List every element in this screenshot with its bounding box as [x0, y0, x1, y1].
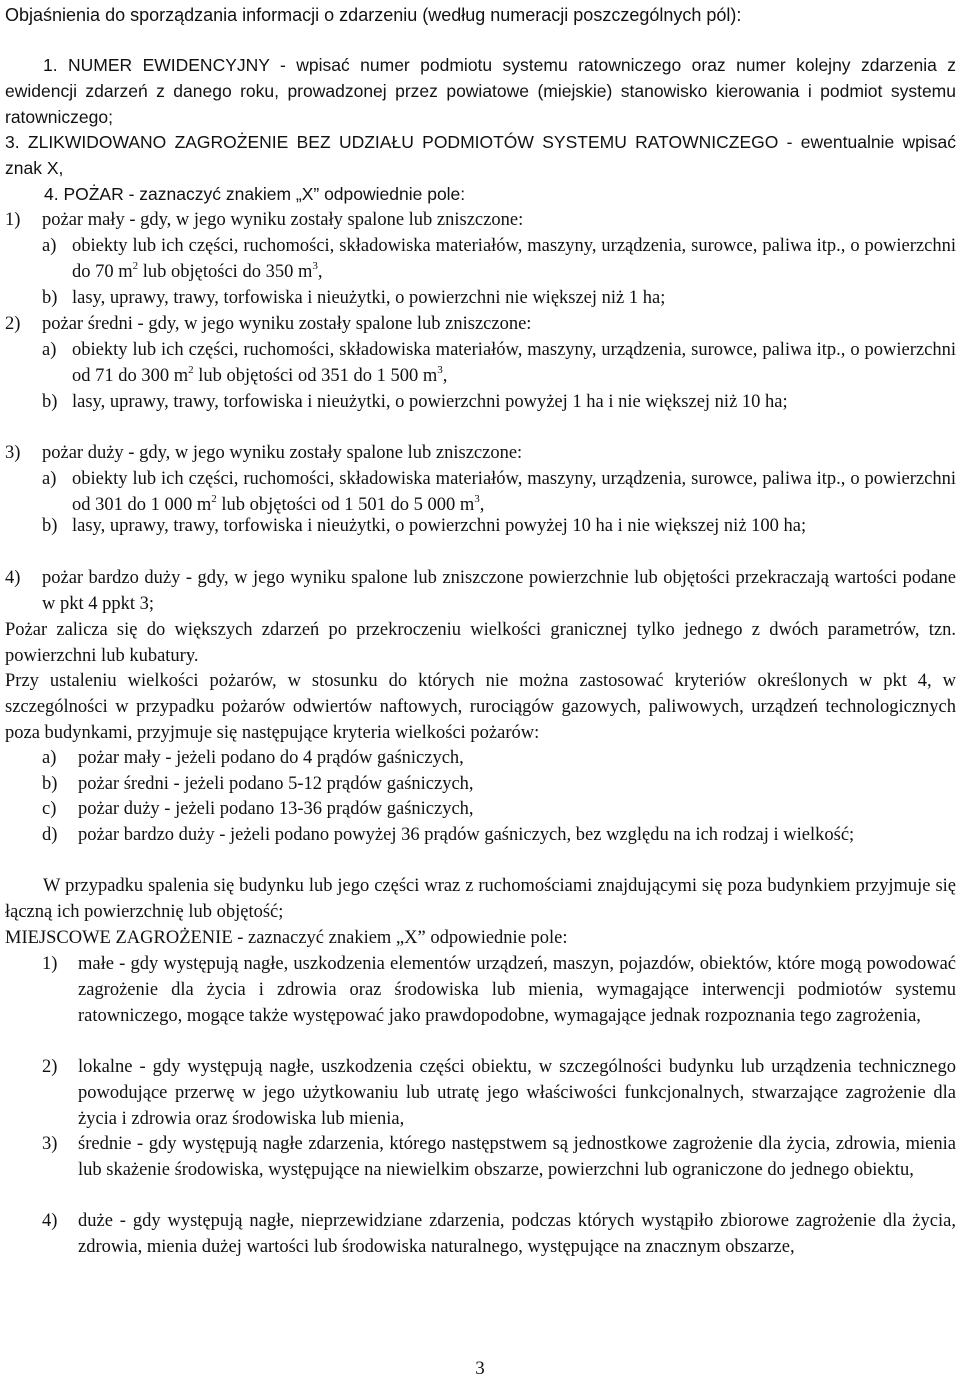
fire-item-number: 4) — [5, 568, 21, 588]
paragraph-numer-ewidencyjny: 1. NUMER EWIDENCYJNY - wpisać numer podmiotu systemu ratowniczego oraz numer kolejny zdarzenia z ewidencji zdarzeń z danego roku, prowadzonej przez powiatowe (miejskie) stanowisko kierowania i podmiot systemu ratowniczego; — [5, 55, 956, 127]
subitem-text: obiekty lub ich części, ruchomości, składowiska materiałów, maszyny, urządzenia, surowce, paliwa itp., o powierzchni do 70 $m^2$ lub objętości do 350 $m^3$, — [72, 236, 956, 282]
local-item-4 — [5, 1209, 956, 1261]
fire-item-3-a — [5, 467, 956, 519]
local-item-3 — [5, 1132, 956, 1184]
fire-item-4 — [5, 566, 956, 618]
subitem-label: a) — [42, 236, 57, 256]
subitem-text: lasy, uprawy, trawy, torfowiska i nieużytki, o powierzchni powyżej 10 ha i nie większej niż 100 ha; — [72, 516, 807, 536]
fire-item-number: 2) — [5, 314, 21, 334]
criteria-text: pożar bardzo duży - jeżeli podano powyżej 36 prądów gaśniczych, bez względu na ich rodzaj i wielkość; — [78, 825, 855, 845]
paragraph-miejscowe-zagrozenie: MIEJSCOWE ZAGROŻENIE - zaznaczyć znakiem „X” odpowiednie pole: — [5, 928, 568, 948]
fire-item-number: 1) — [5, 210, 21, 230]
page-heading: Objaśnienia do sporządzania informacji o zdarzeniu (według numeracji poszczególnych pól): — [5, 5, 742, 25]
criteria-item-c — [5, 797, 956, 823]
local-item-text: lokalne - gdy występują nagłe, uszkodzenia części obiektu, w szczególności budynku lub urządzenia technicznego powodujące przerwę w jego użytkowaniu lub utratę jego właściwości funkcjonalnych, stwarzające zagrożenie dla życia i zdrowia oraz środowiska lub mienia, — [78, 1057, 956, 1129]
criteria-text: pożar duży - jeżeli podano 13-36 prądów gaśniczych, — [78, 799, 474, 819]
fire-item-text: pożar bardzo duży - gdy, w jego wyniku spalone lub zniszczone powierzchnie lub objętości przekraczają wartości podane w pkt 4 ppkt 3; — [42, 568, 956, 614]
criteria-item-d — [5, 823, 956, 849]
fire-item-2-b — [5, 390, 956, 416]
local-item-text: małe - gdy występują nagłe, uszkodzenia elementów urządzeń, maszyn, pojazdów, obiektów, które mogą powodować zagrożenie dla życia i zdrowia oraz środowiska lub mienia, wymagające interwencji podmiotów systemu ratowniczego, mogące także występować jako prawdopodobne, wymagające jednak rozpoznania tego zagrożenia, — [78, 954, 956, 1026]
fire-item-text: pożar mały - gdy, w jego wyniku zostały spalone lub zniszczone: — [42, 210, 524, 230]
paragraph-pozar: 4. POŻAR - zaznaczyć znakiem „X” odpowiednie pole: — [44, 184, 466, 204]
criteria-label: d) — [42, 825, 58, 845]
fire-item-text: pożar średni - gdy, w jego wyniku zostały spalone lub zniszczone: — [42, 314, 532, 334]
local-item-number: 4) — [42, 1211, 58, 1231]
criteria-label: a) — [42, 748, 57, 768]
criteria-text: pożar mały - jeżeli podano do 4 prądów gaśniczych, — [78, 748, 464, 768]
fire-item-2-a — [5, 338, 956, 390]
criteria-text: pożar średni - jeżeli podano 5-12 prądów gaśniczych, — [78, 774, 474, 794]
local-item-text: duże - gdy występują nagłe, nieprzewidziane zdarzenia, podczas których wystąpiło zbiorowe zagrożenie dla życia, zdrowia, mienia dużej wartości lub środowiska naturalnego, występujące na znacznym obszarze, — [78, 1211, 956, 1257]
subitem-label: a) — [42, 340, 57, 360]
paragraph-zlikwidowano: 3. ZLIKWIDOWANO ZAGROŻENIE BEZ UDZIAŁU PODMIOTÓW SYSTEMU RATOWNICZEGO - ewentualnie wpisać znak X, — [5, 132, 956, 178]
fire-item-3-b — [5, 514, 956, 540]
criteria-label: c) — [42, 799, 57, 819]
subitem-label: a) — [42, 469, 57, 489]
fire-item-3 — [5, 441, 956, 467]
paragraph-pozar-zalicza: Pożar zalicza się do większych zdarzeń po przekroczeniu wielkości granicznej tylko jednego z dwóch parametrów, tzn. powierzchni lub kubatury. — [5, 620, 956, 666]
fire-item-2 — [5, 312, 956, 338]
subitem-text: obiekty lub ich części, ruchomości, składowiska materiałów, maszyny, urządzenia, surowce, paliwa itp., o powierzchni od 71 do 300 $m^2$ lub objętości od 351 do 1 500 $m^3$, — [72, 340, 956, 386]
paragraph-spalenie-budynku: W przypadku spalenia się budynku lub jego części wraz z ruchomościami znajdującymi się poza budynkiem przyjmuje się łączną ich powierzchnię lub objętość; — [5, 876, 956, 922]
criteria-item-a — [5, 746, 956, 772]
local-item-1 — [5, 952, 956, 1029]
subitem-text: lasy, uprawy, trawy, torfowiska i nieużytki, o powierzchni nie większej niż 1 ha; — [72, 288, 666, 308]
criteria-item-b — [5, 772, 956, 798]
local-item-2 — [5, 1055, 956, 1132]
local-item-number: 3) — [42, 1134, 58, 1154]
paragraph-przy-ustaleniu: Przy ustaleniu wielkości pożarów, w stosunku do których nie można zastosować kryteriów określonych w pkt 4, w szczególności w przypadku pożarów odwiertów naftowych, rurociągów gazowych, paliwowych, urządzeń technologicznych poza budynkami, przyjmuje się następujące kryteria wielkości pożarów: — [5, 671, 956, 743]
fire-item-1 — [5, 208, 956, 234]
local-item-number: 1) — [42, 954, 58, 974]
subitem-label: b) — [42, 392, 58, 412]
fire-item-number: 3) — [5, 443, 21, 463]
subitem-text: obiekty lub ich części, ruchomości, składowiska materiałów, maszyny, urządzenia, surowce, paliwa itp., o powierzchni od 301 do 1 000 $m^2$ lub objętości od 1 501 do 5 000 $m^3$, — [72, 469, 956, 515]
subitem-text: lasy, uprawy, trawy, torfowiska i nieużytki, o powierzchni powyżej 1 ha i nie większej niż 10 ha; — [72, 392, 788, 412]
subitem-label: b) — [42, 288, 58, 308]
fire-item-text: pożar duży - gdy, w jego wyniku zostały spalone lub zniszczone: — [42, 443, 523, 463]
criteria-label: b) — [42, 774, 58, 794]
local-item-number: 2) — [42, 1057, 58, 1077]
local-item-text: średnie - gdy występują nagłe zdarzenia, którego następstwem są jednostkowe zagrożenie dla życia, zdrowia, mienia lub skażenie środowiska, występujące na niewielkim obszarze, powierzchni lub ograniczone do jednego obiektu, — [78, 1134, 956, 1180]
fire-item-1-b — [5, 286, 956, 312]
fire-item-1-a — [5, 234, 956, 286]
subitem-label: b) — [42, 516, 58, 536]
page-number: 3 — [475, 1358, 485, 1379]
